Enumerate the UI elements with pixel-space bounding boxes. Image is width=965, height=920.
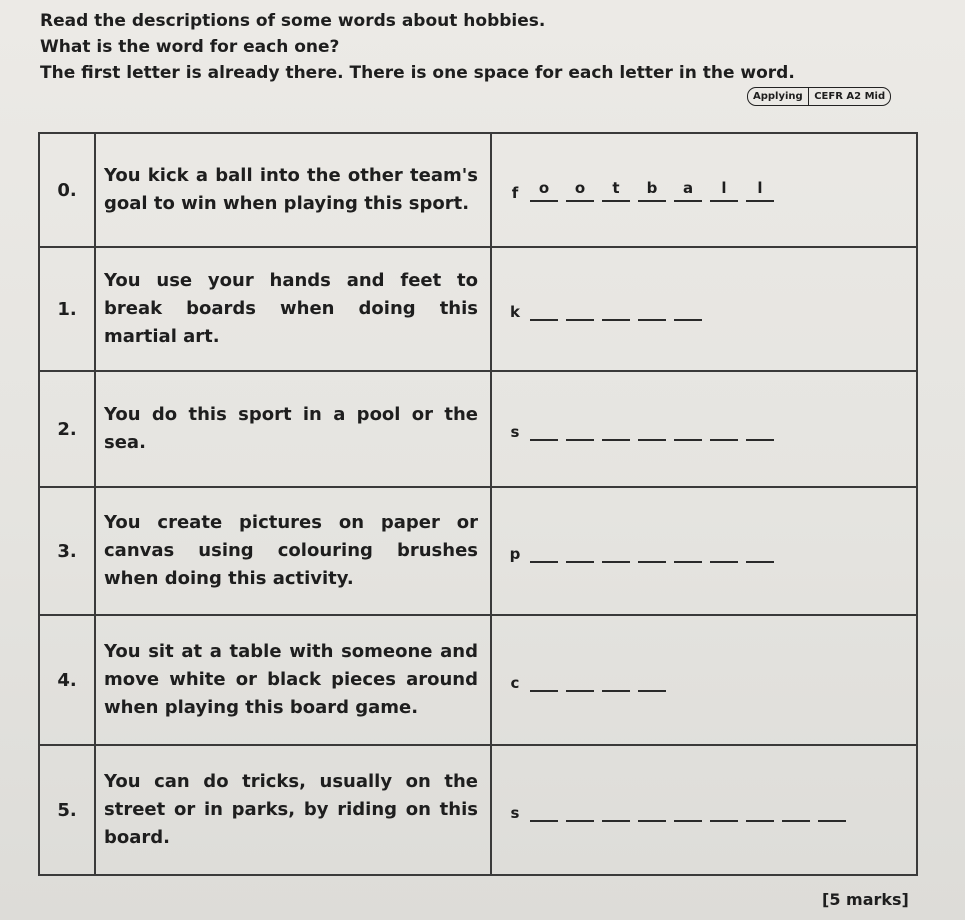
letter-slot[interactable]	[530, 297, 558, 321]
first-letter: p	[509, 545, 521, 563]
letter-slot[interactable]	[638, 297, 666, 321]
letter-slot[interactable]	[566, 539, 594, 563]
answer-line[interactable]	[508, 178, 916, 202]
answer-cell	[491, 615, 917, 745]
letter-slot[interactable]	[566, 668, 594, 692]
table-row	[39, 371, 917, 487]
answer-cell	[491, 133, 917, 247]
answer-line[interactable]	[508, 417, 916, 441]
answer-line[interactable]	[508, 798, 916, 822]
letter-slot[interactable]	[710, 417, 738, 441]
letter-slot[interactable]	[566, 297, 594, 321]
answer-cell	[491, 745, 917, 875]
letter-slot[interactable]: a	[674, 178, 702, 202]
first-letter: k	[510, 303, 520, 321]
answer-cell	[491, 487, 917, 615]
letter-slot[interactable]	[602, 668, 630, 692]
answer-line[interactable]	[508, 668, 916, 692]
letter-slot[interactable]	[566, 417, 594, 441]
row-description: You use your hands and feet to break boards when doing this martial art.	[95, 247, 491, 371]
letter-slot[interactable]	[602, 417, 630, 441]
row-description: You can do tricks, usually on the street or in parks, by riding on this board.	[95, 745, 491, 875]
instructions	[40, 8, 940, 86]
letter-slot[interactable]	[638, 417, 666, 441]
row-number: 4.	[39, 615, 95, 745]
letter-slot[interactable]	[602, 539, 630, 563]
first-letter: c	[510, 674, 520, 692]
letter-slot[interactable]	[530, 798, 558, 822]
letter-slot[interactable]: l	[746, 178, 774, 202]
hobbies-table	[38, 132, 918, 876]
table-row	[39, 133, 917, 247]
row-number: 5.	[39, 745, 95, 875]
letter-slot[interactable]	[782, 798, 810, 822]
first-letter: f	[511, 184, 519, 202]
letter-slot[interactable]: b	[638, 178, 666, 202]
table-row	[39, 745, 917, 875]
row-number: 0.	[39, 133, 95, 247]
answer-cell	[491, 371, 917, 487]
letter-slot[interactable]	[746, 417, 774, 441]
letter-slot[interactable]	[530, 417, 558, 441]
table-row	[39, 615, 917, 745]
instruction-line-1: Read the descriptions of some words about hobbies.	[40, 11, 546, 31]
row-number: 1.	[39, 247, 95, 371]
letter-slot[interactable]	[530, 539, 558, 563]
letter-slot[interactable]	[530, 668, 558, 692]
letter-slot[interactable]	[638, 798, 666, 822]
row-number: 2.	[39, 371, 95, 487]
letter-slot[interactable]: t	[602, 178, 630, 202]
row-description: You do this sport in a pool or the sea.	[95, 371, 491, 487]
instruction-line-3: The first letter is already there. There is one space for each letter in the word.	[40, 63, 795, 83]
letter-slot[interactable]	[638, 668, 666, 692]
marks-total: [5 marks]	[822, 890, 909, 909]
answer-cell	[491, 247, 917, 371]
instruction-line-2: What is the word for each one?	[40, 37, 340, 57]
letter-slot[interactable]	[602, 798, 630, 822]
table-row	[39, 247, 917, 371]
letter-slot[interactable]	[674, 539, 702, 563]
answer-line[interactable]	[508, 539, 916, 563]
letter-slot[interactable]: o	[566, 178, 594, 202]
letter-slot[interactable]	[566, 798, 594, 822]
row-number: 3.	[39, 487, 95, 615]
first-letter: s	[510, 423, 520, 441]
answer-line[interactable]	[508, 297, 916, 321]
row-description: You kick a ball into the other team's goal to win when playing this sport.	[95, 133, 491, 247]
level-badge	[747, 87, 891, 106]
table-row	[39, 487, 917, 615]
row-description: You create pictures on paper or canvas using colouring brushes when doing this activity.	[95, 487, 491, 615]
letter-slot[interactable]	[746, 539, 774, 563]
letter-slot[interactable]	[710, 539, 738, 563]
level-label: CEFR A2 Mid	[814, 91, 886, 102]
row-description: You sit at a table with someone and move white or black pieces around when playing this board game.	[95, 615, 491, 745]
letter-slot[interactable]	[638, 539, 666, 563]
skill-label: Applying	[753, 91, 803, 102]
letter-slot[interactable]: l	[710, 178, 738, 202]
letter-slot[interactable]	[674, 798, 702, 822]
first-letter: s	[510, 804, 520, 822]
letter-slot[interactable]: o	[530, 178, 558, 202]
letter-slot[interactable]	[602, 297, 630, 321]
letter-slot[interactable]	[674, 297, 702, 321]
letter-slot[interactable]	[710, 798, 738, 822]
letter-slot[interactable]	[818, 798, 846, 822]
letter-slot[interactable]	[674, 417, 702, 441]
letter-slot[interactable]	[746, 798, 774, 822]
